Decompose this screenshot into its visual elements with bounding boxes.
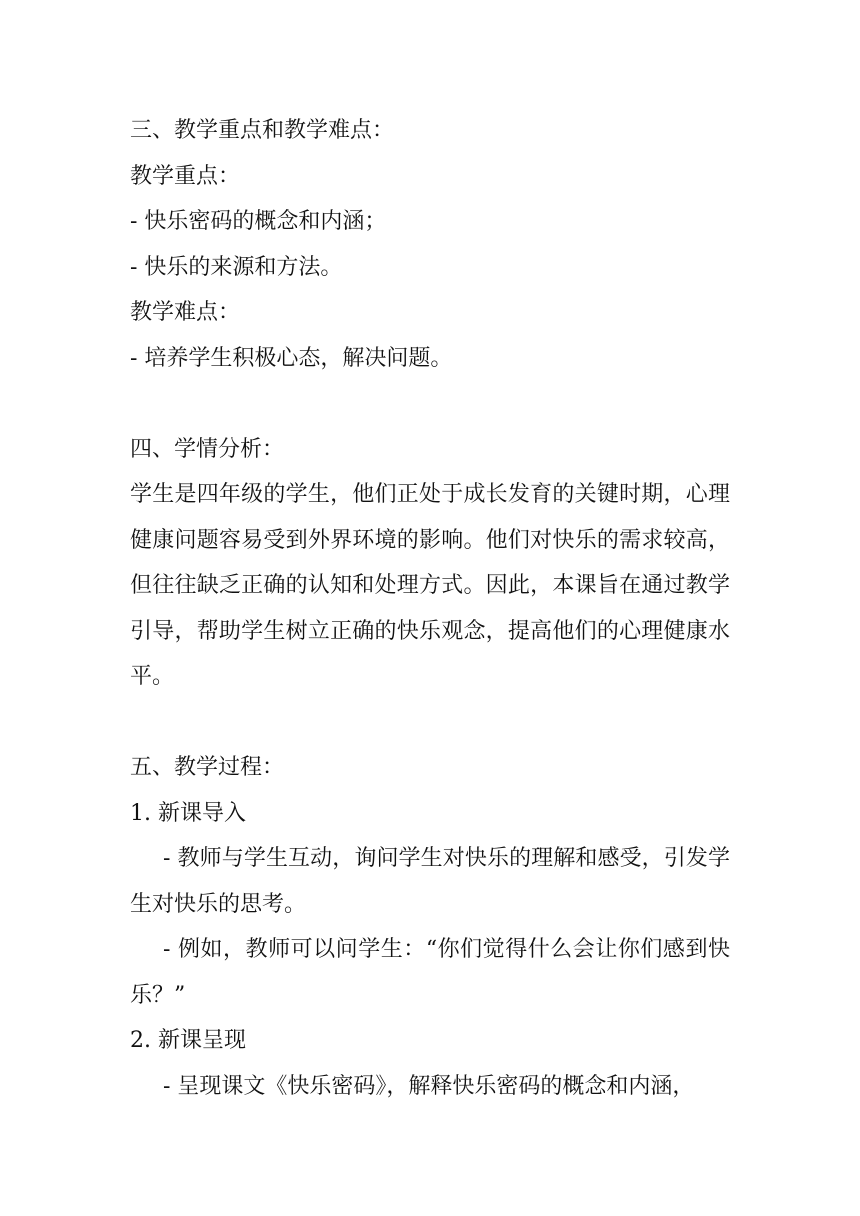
key-points-label: 教学重点：: [130, 163, 241, 189]
section4-heading: 四、学情分析：: [130, 436, 285, 462]
difficulty-item: - 培养学生积极心态，解决问题。: [130, 345, 453, 371]
section3-heading: 三、教学重点和教学难点：: [130, 118, 395, 143]
difficulties-label: 教学难点：: [130, 300, 241, 325]
paragraph-gap: [130, 700, 730, 746]
key-point-item: - 快乐的来源和方法。: [130, 254, 343, 280]
section4-body: 学生是四年级的学生，他们正处于成长发育的关键时期，心理健康问题容易受到外界环境的影响。他们对快乐的需求较高，但往往缺乏正确的认知和处理方式。因此，本课旨在通过教学引导，帮助学生树立正确的快乐观念，提高他们的心理健康水平。: [130, 482, 730, 689]
section5-heading: 五、教学过程：: [130, 755, 285, 780]
step-item: - 呈现课文《快乐密码》，解释快乐密码的概念和内涵，: [163, 1073, 695, 1099]
step-item: - 教师与学生互动，询问学生对快乐的理解和感受，引发学生对快乐的思考。: [130, 846, 730, 917]
paragraph-gap: [130, 381, 730, 427]
step-title: 1. 新课导入: [130, 800, 246, 826]
step-title: 2. 新课呈现: [130, 1028, 246, 1053]
key-point-item: - 快乐密码的概念和内涵；: [130, 209, 387, 234]
document-body: [130, 108, 730, 1109]
step-item: - 例如，教师可以问学生：“你们觉得什么会让你们感到快乐？”: [130, 937, 730, 1008]
